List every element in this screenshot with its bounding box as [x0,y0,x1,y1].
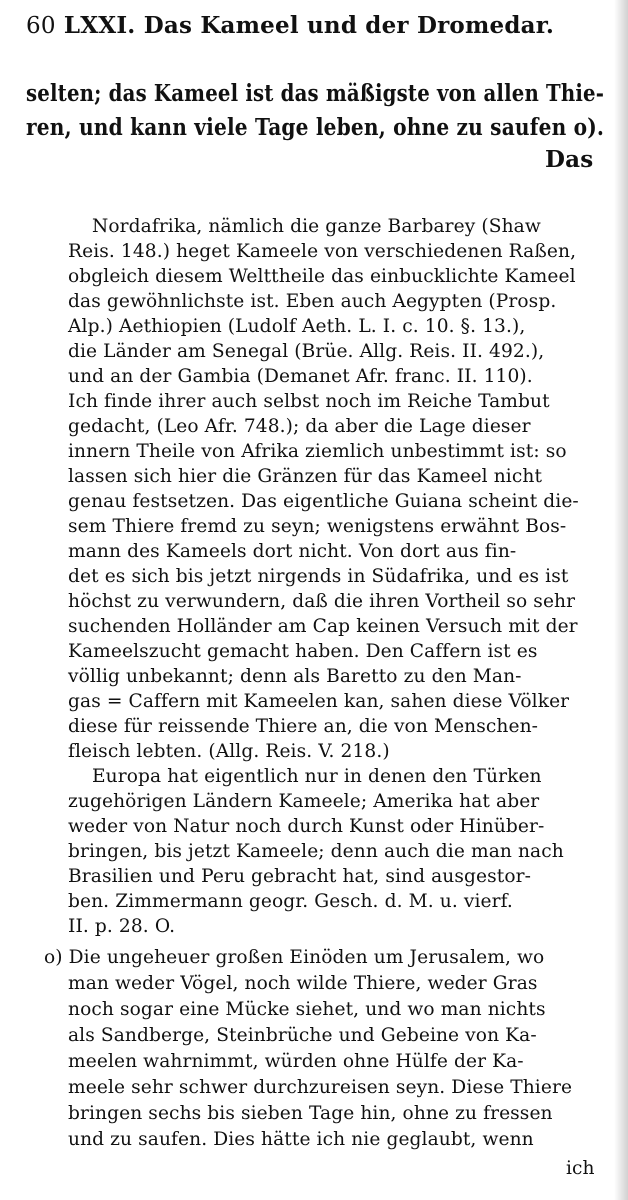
footnote-line: det es sich bis jetzt nirgends in Südafrika, und es ist [68,566,569,587]
footnote-line: genau festsetzen. Das eigentliche Guiana scheint die- [68,491,579,512]
footnote-line: als Sandberge, Steinbrüche und Gebeine von Ka- [68,1025,537,1046]
main-text-line: ren, und kann viele Tage leben, ohne zu saufen o). [26,114,605,141]
footnote-line: gas = Caffern mit Kameelen kan, sahen diese Völker [68,691,570,712]
footnote-line: völlig unbekannt; denn als Baretto zu den Man- [68,666,522,687]
footnote-line: suchenden Holländer am Cap keinen Versuch mit der [68,616,578,637]
footnote-line: noch sogar eine Mücke siehet, und wo man nichts [68,999,546,1020]
footnote-line: Brasilien und Peru gebracht hat, sind ausgestor- [68,866,531,887]
footnote-line: das gewöhnlichste ist. Eben auch Aegypten (Prosp. [68,291,557,312]
footnote-line: fleisch lebten. (Allg. Reis. V. 218.) [68,741,390,762]
chapter-title: LXXI. Das Kameel und der Dromedar. [63,12,555,39]
footnote-line: Europa hat eigentlich nur in denen den Türken [92,766,542,787]
page-number: 60 [26,13,56,39]
footnote-line: o) Die ungeheuer großen Einöden um Jerusalem, wo [44,947,545,968]
footnote-line: ben. Zimmermann geogr. Gesch. d. M. u. vierf. [68,891,513,912]
footnote-line: meelen wahrnimmt, würden ohne Hülfe der Ka- [68,1051,524,1072]
footnote-line: Ich finde ihrer auch selbst noch im Reiche Tambut [68,391,550,412]
footnote-line: Alp.) Aethiopien (Ludolf Aeth. L. I. c. 10. §. 13.), [68,316,526,337]
footnote-line: gedacht, (Leo Afr. 748.); da aber die Lage dieser [68,416,531,437]
footnote-line: weder von Natur noch durch Kunst oder Hinüber- [68,816,545,837]
footnote-line: höchst zu verwundern, daß die ihren Vortheil so sehr [68,591,576,612]
footnote-line: bringen sechs bis sieben Tage hin, ohne zu fressen [68,1103,553,1124]
footnote-line: Kameelszucht gemacht haben. Den Caffern ist es [68,641,538,662]
footnote-line: zugehörigen Ländern Kameele; Amerika hat aber [68,791,540,812]
footnote-line: obgleich diesem Welttheile das einbucklichte Kameel [68,266,576,287]
footnote-line: meele sehr schwer durchzureisen seyn. Diese Thiere [68,1077,573,1098]
page-edge-shadow [614,0,628,1200]
running-header [26,14,554,38]
footnote-line: Nordafrika, nämlich die ganze Barbarey (Shaw [92,216,541,237]
catchword: ich [566,1158,595,1179]
footnote-line: Reis. 148.) heget Kameele von verschiedenen Raßen, [68,241,577,262]
footnote-line: und an der Gambia (Demanet Afr. franc. II. 110). [68,366,533,387]
footnote-line: die Länder am Senegal (Brüe. Allg. Reis. II. 492.), [68,341,545,362]
footnote-line: innern Theile von Afrika ziemlich unbestimmt ist: so [68,441,567,462]
footnote-line: bringen, bis jetzt Kameele; denn auch die man nach [68,841,564,862]
main-text-line: selten; das Kameel ist das mäßigste von allen Thie- [26,80,605,107]
footnote-line: man weder Vögel, noch wilde Thiere, weder Gras [68,973,538,994]
footnote-line: lassen sich hier die Gränzen für das Kameel nicht [68,466,543,487]
footnote-line: und zu saufen. Dies hätte ich nie geglaubt, wenn [68,1129,534,1150]
catchword: Das [545,146,594,173]
footnote-line: diese für reissende Thiere an, die von Menschen- [68,716,539,737]
footnote-line: mann des Kameels dort nicht. Von dort aus fin- [68,541,517,562]
footnote-line: II. p. 28. O. [68,916,176,937]
footnote-line: sem Thiere fremd zu seyn; wenigstens erwähnt Bos- [68,516,567,537]
